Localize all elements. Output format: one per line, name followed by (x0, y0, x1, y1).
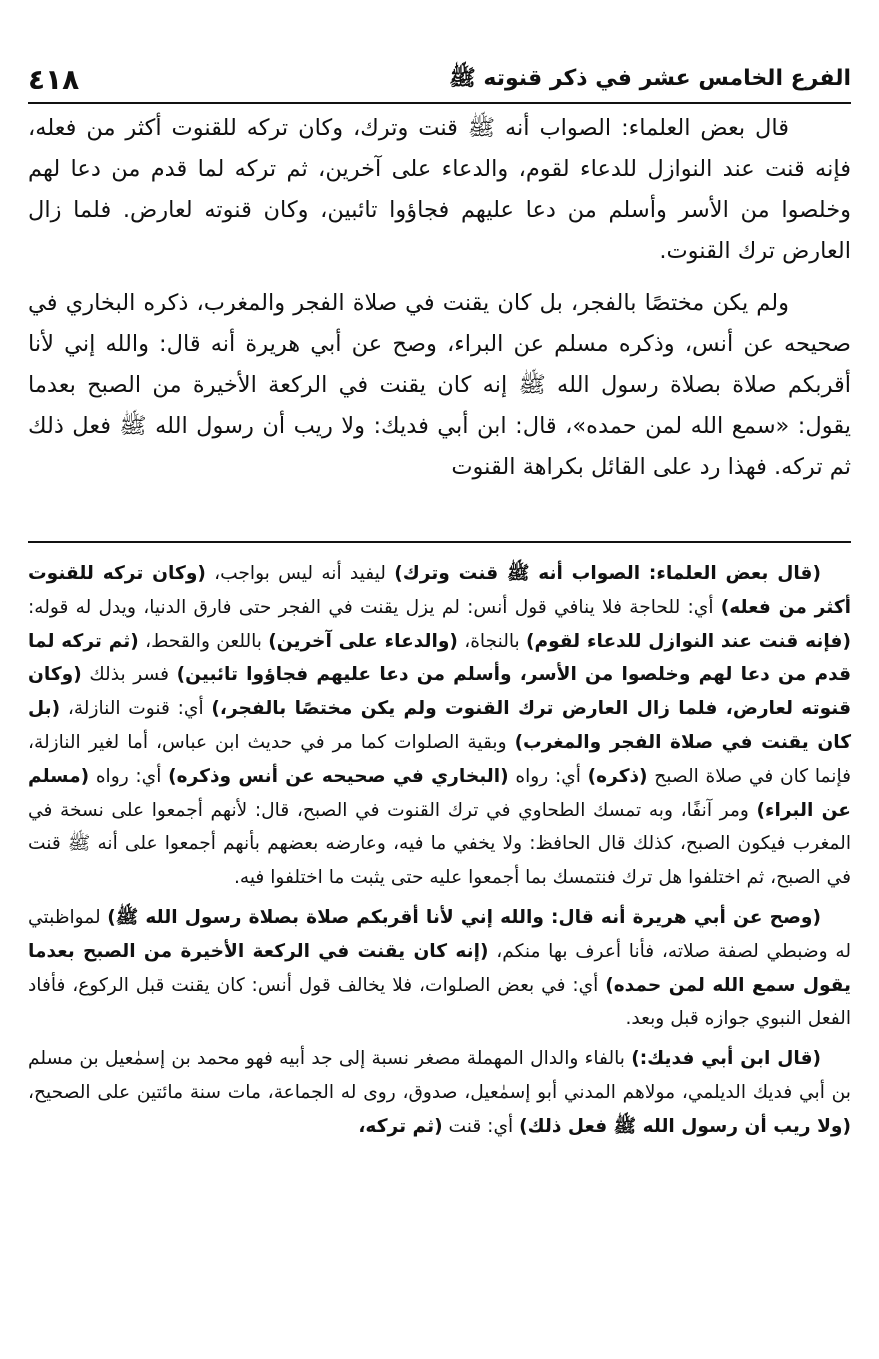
footnote-divider (28, 541, 851, 543)
explanation-text: أي: للحاجة فلا ينافي قول أنس: لم يزل يقنت في الفجر حتى فارق الدنيا، ويدل له قوله: (28, 596, 721, 618)
quoted-text: (ولا ريب أن رسول الله ﷺ فعل ذلك) (519, 1115, 851, 1137)
explanation-text: وبقية الصلوات كما مر في حديث ابن عباس، أما لغير النازلة، فإنما كان في صلاة الصبح (28, 731, 851, 787)
explanation-text: أي: رواه (89, 765, 169, 787)
quoted-text: (البخاري في صحيحه عن أنس وذكره) (168, 765, 509, 787)
quoted-text: (ثم تركه، (358, 1115, 443, 1137)
quoted-text: (وكان تركه للقنوت أكثر من فعله) (28, 563, 852, 618)
explanation-text: بالفاء والدال المهملة مصغر نسبة إلى جد أبيه فهو محمد بن إسمٰعيل بن مسلم بن أبي فديك الديلمي، مولاهم المدني أبو إسمٰعيل، صدوق، روى له الجماعة، مات سنة مائتين على الصحيح، (28, 1048, 851, 1103)
explanation-text: أي: رواه (508, 765, 588, 787)
quoted-text: (فإنه قنت عند النوازل للدعاء لقوم) (525, 630, 851, 652)
main-text (28, 108, 851, 499)
main-paragraph: ولم يكن مختصًا بالفجر، بل كان يقنت في صلاة الفجر والمغرب، ذكره البخاري في صحيحه عن أنس، وذكره مسلم عن البراء، وصح عن أبي هريرة أنه قال: والله إني لأنا أقربكم صلاة بصلاة رسول الله ﷺ إنه كان يقنت في الركعة الأخيرة من الصبح بعدما يقول: «سمع الله لمن حمده»، قال: ابن أبي فديك: ولا ريب أن رسول الله ﷺ فعل ذلك ثم تركه. فهذا رد على القائل بكراهة القنوت (28, 290, 851, 480)
commentary (28, 557, 851, 1150)
explanation-text: ليفيد أنه ليس بواجب، (205, 563, 395, 584)
quoted-text: (مسلم عن البراء) (28, 765, 852, 821)
explanation-text: أي: قنوت النازلة، (60, 698, 212, 720)
explanation-text: فسر بذلك (81, 664, 177, 686)
quoted-text: (وكان قنوته لعارض، فلما زال العارض ترك القنوت ولم يكن مختصًا بالفجر،) (28, 664, 851, 720)
quoted-text: (ذكره) (587, 765, 648, 787)
explanation-text: أي: في بعض الصلوات، فلا يخالف قول أنس: كان يقنت قبل الركوع، فأفاد الفعل النبوي جوازه قبل وبعد. (28, 974, 851, 1030)
explanation-text: باللعن والقحط، (138, 630, 269, 652)
explanation-text: بالنجاة، (457, 630, 526, 652)
commentary-paragraph (28, 901, 851, 1036)
quoted-text: (والدعاء على آخرين) (268, 630, 458, 652)
quoted-text: (قال ابن أبي فديك:) (631, 1048, 821, 1070)
page-number: ٤١٨ (28, 63, 80, 96)
commentary-paragraph (28, 557, 851, 895)
commentary-paragraph (28, 1042, 851, 1143)
quoted-text: (إنه كان يقنت في الركعة الأخيرة من الصبح بعدما يقول سمع الله لمن حمده) (28, 940, 851, 996)
quoted-text: (ثم تركه لما قدم من دعا لهم وخلصوا من الأسر، وأسلم من دعا عليهم فجاؤوا تائبين) (28, 630, 851, 686)
running-title: الفرع الخامس عشر في ذكر قنوته ﷺ (449, 66, 851, 91)
explanation-text: أي: قنت (442, 1115, 520, 1137)
explanation-text: ومر آنفًا، وبه تمسك الطحاوي في ترك القنوت في الصبح، قال: لأنهم أجمعوا على نسخة في المغرب فيكون الصبح، كذلك قال الحافظ: ولا يخفي ما فيه، وعارضه بعضهم بأنهم أجمعوا على أنه ﷺ قنت في الصبح، ثم اختلفوا هل ترك فنتمسك بما أجمعوا عليه حتى يثبت ما اختلفوا فيه. (28, 799, 851, 889)
main-paragraph: قال بعض العلماء: الصواب أنه ﷺ قنت وترك، وكان تركه للقنوت أكثر من فعله، فإنه قنت عند النوازل للدعاء لقوم، والدعاء على آخرين، ثم تركه لما قدم من دعا لهم وخلصوا من الأسر وأسلم من دعا عليهم فجاؤوا تائبين، وكان قنوته لعارض. فلما زال العارض ترك القنوت. (28, 115, 851, 264)
quoted-text: (قال بعض العلماء: الصواب أنه ﷺ قنت وترك) (394, 563, 821, 584)
quoted-text: (وصح عن أبي هريرة أنه قال: والله إني لأنا أقربكم صلاة بصلاة رسول الله ﷺ) (107, 906, 821, 928)
quoted-text: (بل كان يقنت في صلاة الفجر والمغرب) (28, 698, 852, 753)
page-header (28, 52, 851, 104)
explanation-text: لمواظبتي له وضبطي لصفة صلاته، فأنا أعرف بها منكم، (28, 906, 851, 962)
